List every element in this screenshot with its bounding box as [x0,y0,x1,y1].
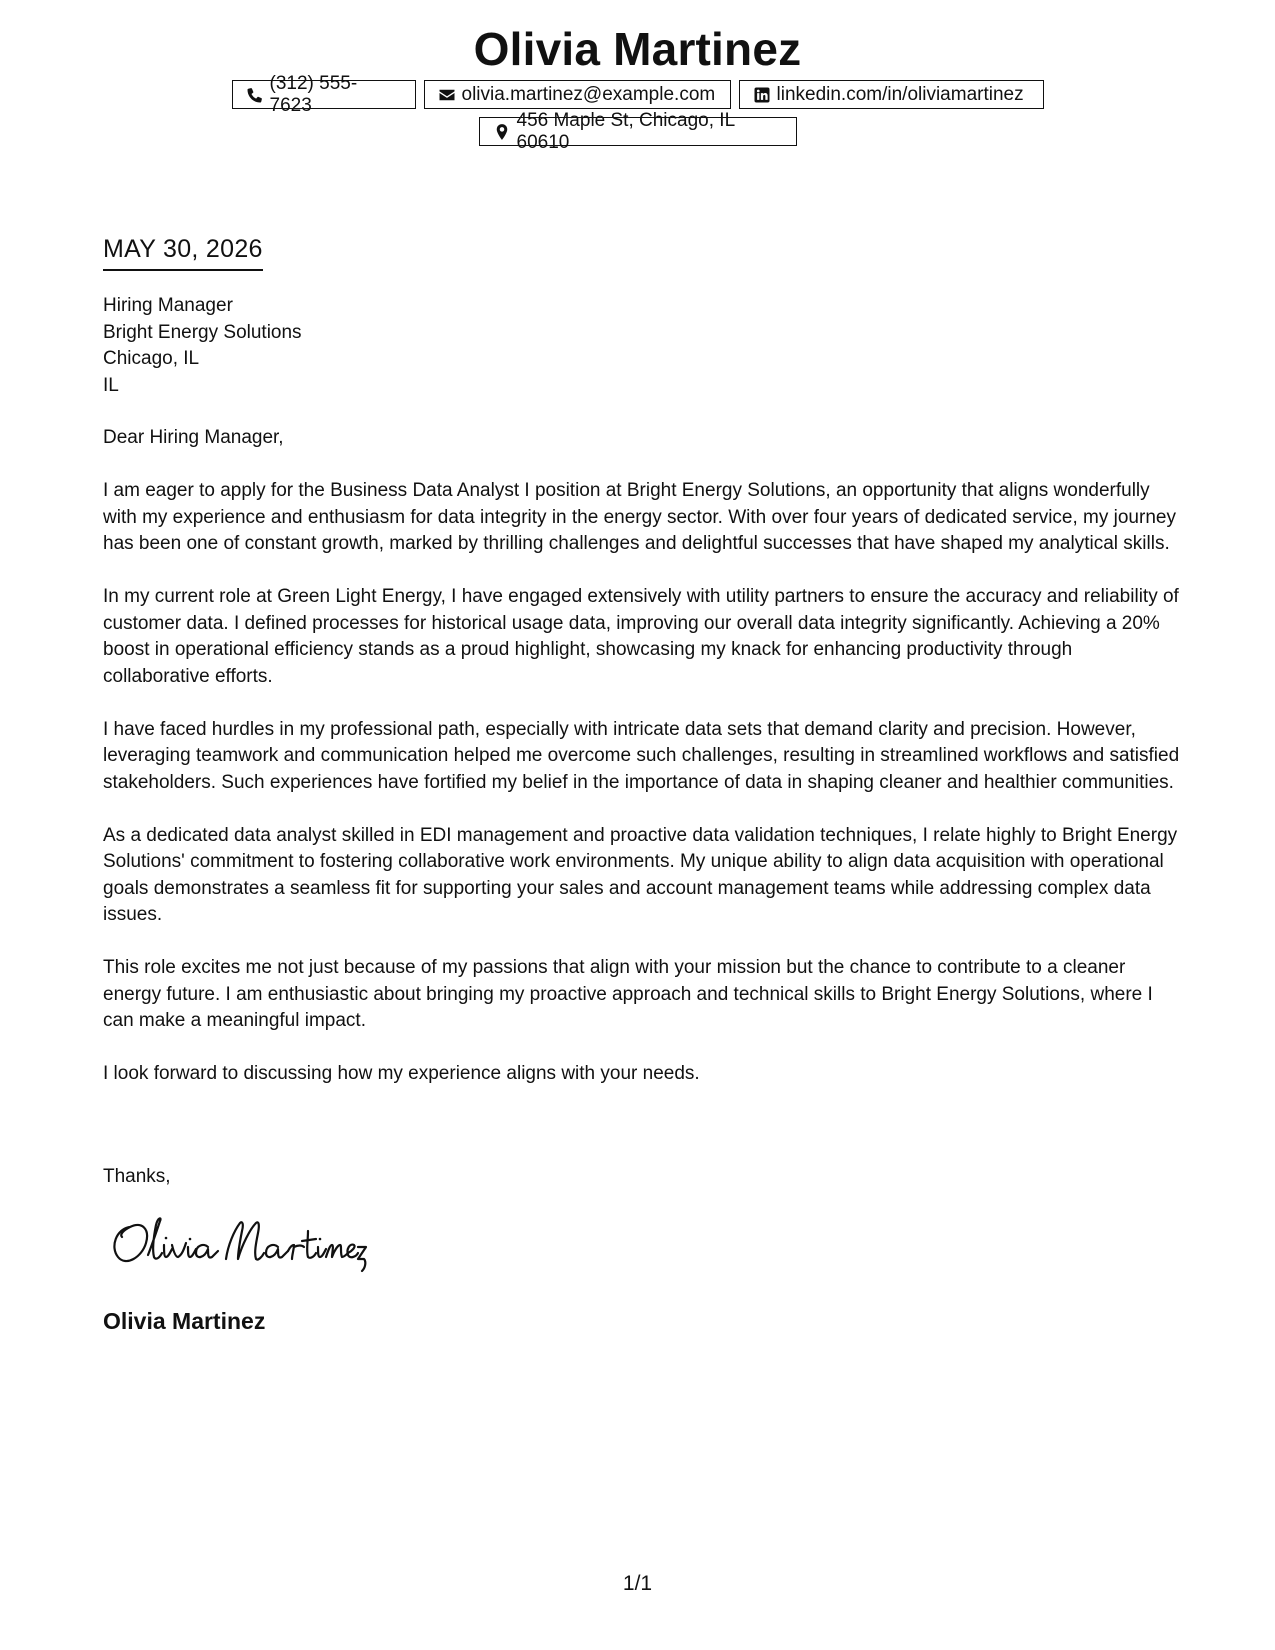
salutation: Dear Hiring Manager, [103,427,284,448]
letter-date: MAY 30, 2026 [103,232,263,271]
address-contact-chip[interactable] [479,109,797,153]
recipient-title: Hiring Manager [103,295,233,316]
linkedin-icon [753,86,771,104]
linkedin-text: linkedin.com/in/oliviamartinez [776,83,1024,105]
closing-line: Thanks, [103,1166,171,1187]
body-paragraph: I am eager to apply for the Business Data Analyst I position at Bright Energy Solutions, an opportunity that aligns wonderfully with my experience and enthusiasm for data integrity in the energy sector. With over four years of dedicated service, my journey has been one of constant growth, marked by thrilling challenges and delightful successes that have shaped my analytical skills. [103,480,1176,554]
email-contact-chip[interactable] [424,80,731,109]
contact-row-secondary [0,109,1275,153]
envelope-icon [438,86,456,104]
page-indicator: 1/1 [622,1572,653,1595]
map-pin-icon [493,123,511,141]
recipient-block [103,293,302,399]
body-paragraph: In my current role at Green Light Energy, I have engaged extensively with utility partners to ensure the accuracy and reliability of customer data. I defined processes for historical usage data, improving our overall data integrity significantly. Achieving a 20% boost in operational efficiency stands as a proud highlight, showcasing my knack for enhancing productivity through collaborative efforts. [103,586,1179,687]
body-paragraph: This role excites me not just because of my passions that align with your mission but the chance to contribute to a cleaner energy future. I am enthusiastic about bringing my proactive approach and technical skills to Bright Energy Solutions, where I can make a meaningful impact. [103,957,1153,1031]
recipient-city: Chicago, IL [103,348,200,369]
phone-contact-chip[interactable] [232,72,416,116]
address-text: 456 Maple St, Chicago, IL 60610 [516,109,735,153]
phone-icon [246,86,264,104]
body-paragraph: I look forward to discussing how my experience aligns with your needs. [103,1063,700,1084]
body-paragraph: As a dedicated data analyst skilled in EDI management and proactive data validation techniques, I relate highly to Bright Energy Solutions' commitment to fostering collaborative work environments. My unique ability to align data acquisition with operational goals demonstrates a seamless fit for supporting your sales and account management teams while addressing complex data issues. [103,824,1178,925]
recipient-state: IL [103,374,119,396]
contact-row-primary [0,72,1275,116]
handwritten-signature [108,1205,368,1275]
recipient-company: Bright Energy Solutions [103,321,302,343]
signer-name: Olivia Martinez [103,1308,266,1334]
phone-text: (312) 555-7623 [269,72,358,116]
letter-body [103,425,1183,1114]
linkedin-contact-chip[interactable] [739,80,1044,109]
applicant-name-heading: Olivia Martinez [473,23,802,75]
email-text: olivia.martinez@example.com [461,83,716,105]
body-paragraph: I have faced hurdles in my professional path, especially with intricate data sets that demand clarity and precision. However, leveraging teamwork and communication helped me overcome such challenges, resulting in streamlined workflows and satisfied stakeholders. Such experiences have fortified my belief in the importance of data in shaping cleaner and healthier communities. [103,718,1180,793]
